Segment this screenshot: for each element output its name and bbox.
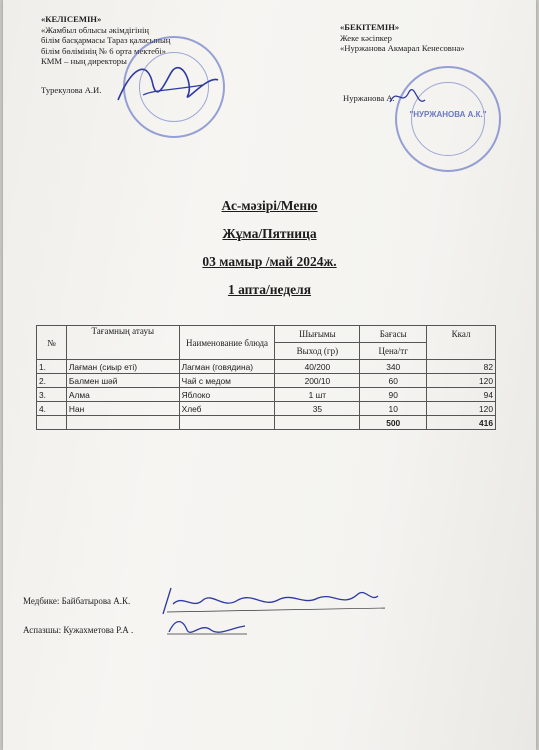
- cell-name-ru: Чай с медом: [179, 374, 275, 388]
- cell-name-kz: Алма: [66, 388, 179, 402]
- approval-right: [340, 22, 515, 54]
- approval-right-line: Жеке кәсіпкер: [340, 32, 392, 43]
- cell-price: 60: [360, 374, 427, 388]
- table-row: [37, 402, 496, 416]
- date-title: 03 мамыр /май 2024ж.: [202, 254, 337, 269]
- cell-yield: 40/200: [275, 360, 360, 374]
- cell-name-ru: Хлеб: [179, 402, 275, 416]
- cell-yield: 200/10: [275, 374, 360, 388]
- cell-price: 10: [360, 402, 427, 416]
- nurse-signer: Медбике: Байбатырова А.К.: [23, 596, 131, 606]
- col-header-price-kz: Бағасы: [360, 326, 427, 343]
- approval-right-heading: «БЕКІТЕМІН»: [340, 22, 400, 32]
- col-header-name-kz: Тағамның атауы: [66, 326, 179, 360]
- left-signer-name: Турекулова А.И.: [41, 85, 102, 95]
- cell-price: 340: [360, 360, 427, 374]
- total-price: 500: [360, 416, 427, 430]
- cell-kcal: 94: [427, 388, 496, 402]
- cook-signature: [161, 612, 251, 642]
- approval-left-line: «Жамбыл облысы әкімдігінің: [41, 24, 149, 35]
- cell-num: 1.: [37, 360, 67, 374]
- col-header-kcal: Ккал: [427, 326, 496, 360]
- cell-num: 2.: [37, 374, 67, 388]
- cell-num: 3.: [37, 388, 67, 402]
- cell-name-ru: Лагман (говядина): [179, 360, 275, 374]
- cell-price: 90: [360, 388, 427, 402]
- cell-yield: 35: [275, 402, 360, 416]
- cell-kcal: 82: [427, 360, 496, 374]
- table-row: [37, 360, 496, 374]
- stamp-name-text: "НУРЖАНОВА А.К.": [409, 110, 487, 119]
- cell-name-kz: Лағман (сиыр еті): [66, 360, 179, 374]
- col-header-yield-kz: Шығымы: [275, 326, 360, 343]
- table-row: [37, 374, 496, 388]
- entrepreneur-signature: [387, 82, 427, 112]
- cell-num: 4.: [37, 402, 67, 416]
- day-title: Жұма/Пятница: [222, 226, 317, 241]
- approval-left-line: білім бөлімінің № 6 орта мектебі»: [41, 45, 166, 56]
- cell-yield: 1 шт: [275, 388, 360, 402]
- approval-left-line: білім басқармасы Тараз қаласының: [41, 35, 171, 46]
- right-signer-name: Нуржанова А.: [343, 93, 395, 103]
- menu-table: [36, 325, 496, 430]
- cell-name-kz: Балмен шәй: [66, 374, 179, 388]
- approval-right-line: «Нуржанова Акмарал Кенесовна»: [340, 43, 465, 54]
- col-header-yield-ru: Выход (гр): [275, 343, 360, 360]
- col-header-num: №: [37, 326, 67, 360]
- director-signature: [113, 55, 223, 115]
- total-kcal: 416: [427, 416, 496, 430]
- col-header-price-ru: Цена/тг: [360, 343, 427, 360]
- week-title: 1 апта/неделя: [227, 282, 312, 297]
- cell-name-kz: Нан: [66, 402, 179, 416]
- cell-kcal: 120: [427, 402, 496, 416]
- table-header-row: [37, 326, 496, 343]
- approval-left-heading: «КЕЛІСЕМІН»: [41, 14, 102, 24]
- table-row: [37, 388, 496, 402]
- document-page: [3, 0, 536, 750]
- cell-name-ru: Яблоко: [179, 388, 275, 402]
- cook-signer: Аспазшы: Кужахметова Р.А .: [23, 625, 134, 635]
- cell-kcal: 120: [427, 374, 496, 388]
- table-total-row: [37, 416, 496, 430]
- menu-title: Ас-мәзірі/Меню: [221, 198, 318, 213]
- approval-left-line: КММ – ның директоры: [41, 56, 127, 67]
- col-header-name-ru: Наименование блюда: [179, 326, 275, 360]
